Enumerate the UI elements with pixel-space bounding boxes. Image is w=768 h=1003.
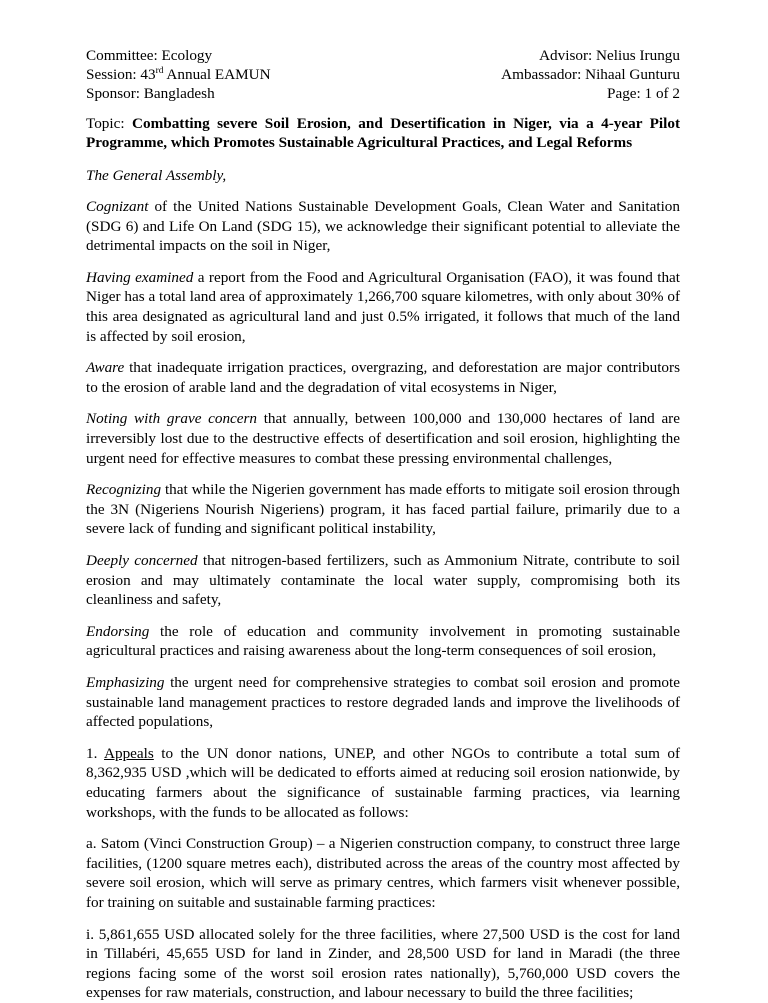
preambulatory-clause [86,673,680,732]
preambulatory-clause [86,551,680,610]
committee-line: Committee: Ecology [86,47,213,64]
clause-lead: Endorsing [86,622,150,640]
operative-body: to the UN donor nations, UNEP, and other NGOs to contribute a total sum of 8,362,935 USD ,which will be dedicated to efforts aimed at reducing soil erosion nationwide, by educating farmers about the significance of sustainable farming practices, via learning workshops, with the funds to be allocated as follows: [86,744,680,821]
operative-number: 1. [86,744,105,762]
preambulatory-clause [86,622,680,661]
sub-clause-i: i. 5,861,655 USD allocated solely for the three facilities, where 27,500 USD is the cost for land in Tillabéri, 45,655 USD for land in Zinder, and 28,500 USD for land in Maradi (the three regions facing some of the worst soil erosion rates nationally), 5,760,000 USD covers the expenses for raw materials, construction, and labour necessary to build the three facilities; [86,925,680,1002]
salutation: The General Assembly, [86,166,227,184]
clause-body: that while the Nigerien government has made efforts to mitigate soil erosion through the 3N (Nigeriens Nourish Nigeriens) program, it has faced partial failure, primarily due to a severe lack of funding and significant political instability, [86,481,680,538]
session-suffix: Annual EAMUN [163,66,271,84]
clause-lead: Recognizing [86,481,162,499]
clause-body: that annually, between 100,000 and 130,000 hectares of land are irreversibly lost due to the destructive effects of desertification and soil erosion, highlighting the urgent need for effective measures to combat these pressing environmental challenges, [86,410,680,467]
operative-verb: Appeals [104,744,154,762]
preambulatory-clause [86,358,680,397]
clause-lead: Emphasizing [86,673,165,691]
topic-title: Combatting severe Soil Erosion, and Desertification in Niger, via a 4-year Pilot Programme, which Promotes Sustainable Agricultural Practices, and Legal Reforms [86,114,681,152]
sub-clause-a: a. Satom (Vinci Construction Group) – a Nigerien construction company, to construct three large facilities, (1200 square metres each), distributed across the areas of the country most affected by severe soil erosion, which will serve as primary centres, which farmers visit whenever possible, for training on suitable and sustainable farming practices: [86,835,680,911]
header-right-block [501,46,680,104]
preambulatory-clause [86,480,680,539]
clause-body: that inadequate irrigation practices, overgrazing, and deforestation are major contributors to the erosion of arable land and the degradation of vital ecosystems in Niger, [86,359,680,396]
preambulatory-clause [86,268,680,346]
document-header [86,46,680,104]
header-left-block [86,46,271,104]
clause-lead: Cognizant [86,198,149,216]
topic-line [86,114,680,153]
page-number-line: Page: 1 of 2 [607,85,680,103]
sponsor-line: Sponsor: Bangladesh [86,85,215,103]
session-line [86,65,271,84]
advisor-line: Advisor: Nelius Irungu [539,47,680,64]
clause-body: that nitrogen-based fertilizers, such as Ammonium Nitrate, contribute to soil erosion and may ultimately contaminate the local water supply, compromising both its cleanliness and safety, [86,552,680,609]
clause-body: the urgent need for comprehensive strategies to combat soil erosion and promote sustainable land management practices to restore degraded lands and improve the livelihoods of affected populations, [86,673,680,731]
session-ordinal-suffix: rd [155,66,164,77]
preambulatory-clause [86,197,680,256]
session-prefix: Session: 43 [86,66,156,84]
ambassador-line: Ambassador: Nihaal Gunturu [501,66,680,84]
clause-lead: Noting with grave concern [86,410,258,428]
preambulatory-clause [86,409,680,468]
topic-label: Topic: [86,114,133,132]
clause-lead: Having examined [86,268,194,286]
operative-clause [86,744,680,822]
clause-body: a report from the Food and Agricultural Organisation (FAO), it was found that Niger has a total land area of approximately 1,266,700 square kilometres, with only about 30% of this area designated as agricultural land and just 0.5% irrigated, it follows that much of the land is affected by soil erosion, [86,268,680,345]
clause-lead: Aware [86,359,125,377]
clause-body: of the United Nations Sustainable Development Goals, Clean Water and Sanitation (SDG 6) and Life On Land (SDG 15), we acknowledge their significant potential to alleviate the detrimental impacts on the soil in Niger, [86,198,680,255]
clause-lead: Deeply concerned [86,552,198,570]
clause-body: the role of education and community involvement in promoting sustainable agricultural practices and raising awareness about the long-term consequences of soil erosion, [86,622,680,660]
